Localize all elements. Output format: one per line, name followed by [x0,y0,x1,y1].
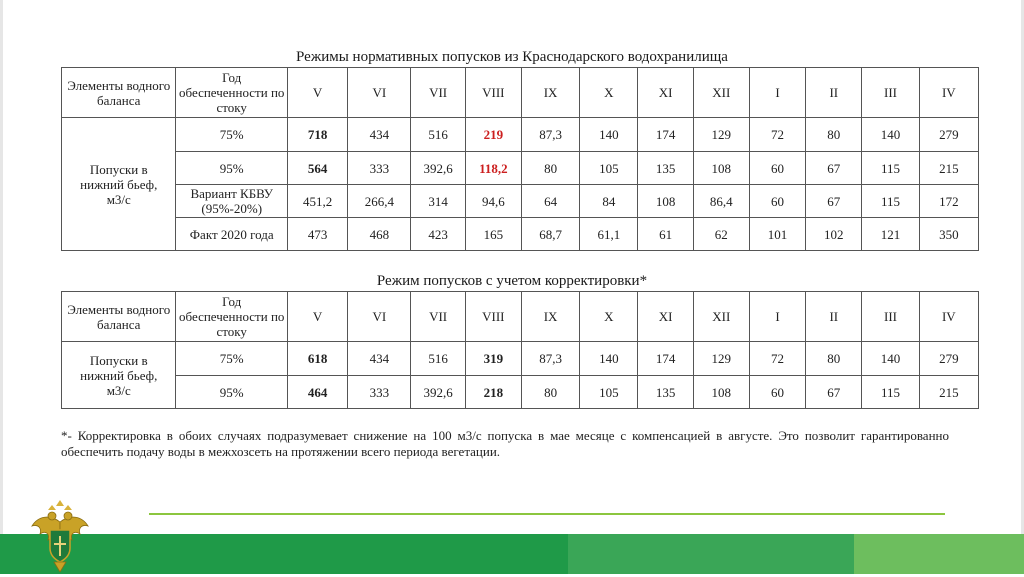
group-label: Попуски в нижний бьеф, м3/с [62,118,176,251]
cell: 60 [749,376,805,409]
header-year: Год обеспеченности по стоку [176,292,287,342]
cell: 72 [749,118,805,152]
header-month: III [862,292,919,342]
divider-line [149,513,945,515]
cell: 115 [862,185,919,218]
cell: 215 [919,376,978,409]
footer-bar-mid [568,534,854,574]
cell: 140 [580,342,638,376]
table1-title: Режимы нормативных попусков из Краснодарского водохранилища [296,49,728,65]
table-row [62,218,979,251]
header-month: I [749,68,805,118]
cell: 468 [348,218,411,251]
cell: 423 [411,218,465,251]
cell: 87,3 [521,118,579,152]
cell: 564 [287,152,347,185]
cell: 135 [638,152,693,185]
table-row [62,118,979,152]
table-adjusted-releases [61,291,979,409]
header-month: III [862,68,919,118]
cell: 60 [749,152,805,185]
cell: 67 [806,185,862,218]
cell: 464 [287,376,347,409]
cell: 60 [749,185,805,218]
cell: 101 [749,218,805,251]
row-label: 75% [176,342,287,376]
header-month: IV [919,292,978,342]
group-label: Попуски в нижний бьеф, м3/с [62,342,176,409]
table-row [62,185,979,218]
table-header-row [62,68,979,118]
row-label: 75% [176,118,287,152]
header-month: XII [693,68,749,118]
cell: 165 [465,218,521,251]
header-month: IV [919,68,978,118]
header-month: VI [348,68,411,118]
header-month: IX [521,68,579,118]
cell: 62 [693,218,749,251]
cell: 105 [580,152,638,185]
table-normative-releases [61,67,979,251]
row-label: 95% [176,376,287,409]
cell: 115 [862,152,919,185]
cell: 80 [806,118,862,152]
row-label: 95% [176,152,287,185]
header-month: X [580,68,638,118]
header-month: VIII [465,292,521,342]
cell: 84 [580,185,638,218]
cell: 314 [411,185,465,218]
table-row [62,152,979,185]
cell: 87,3 [521,342,579,376]
cell: 516 [411,118,465,152]
cell: 129 [693,118,749,152]
cell: 121 [862,218,919,251]
footer-bar-light [854,534,1024,574]
cell: 61 [638,218,693,251]
cell: 333 [348,152,411,185]
cell: 108 [693,376,749,409]
header-elements: Элементы водного баланса [62,68,176,118]
table-row [62,342,979,376]
footnote-text: *- Корректировка в обоих случаях подразумевает снижение на 100 м3/с попуска в мае месяце с компенсацией в августе. Это позволит гарантированно обеспечить подачу воды в межхозсеть на протяжении всего периода вегетации. [61,428,949,459]
cell: 279 [919,118,978,152]
cell-highlight: 118,2 [465,152,521,185]
cell: 108 [638,185,693,218]
cell: 718 [287,118,347,152]
cell: 67 [806,152,862,185]
header-month: XI [638,68,693,118]
header-month: II [806,292,862,342]
cell: 80 [521,152,579,185]
header-month: II [806,68,862,118]
header-month: I [749,292,805,342]
cell: 80 [806,342,862,376]
cell: 80 [521,376,579,409]
header-month: VII [411,68,465,118]
cell: 451,2 [287,185,347,218]
cell: 172 [919,185,978,218]
cell: 473 [287,218,347,251]
cell: 140 [580,118,638,152]
cell: 350 [919,218,978,251]
cell: 94,6 [465,185,521,218]
cell: 102 [806,218,862,251]
cell: 266,4 [348,185,411,218]
header-month: XI [638,292,693,342]
cell: 174 [638,342,693,376]
cell: 333 [348,376,411,409]
cell: 72 [749,342,805,376]
cell: 140 [862,342,919,376]
header-month: V [287,292,347,342]
cell: 135 [638,376,693,409]
cell: 434 [348,342,411,376]
header-month: VIII [465,68,521,118]
header-month: V [287,68,347,118]
header-month: X [580,292,638,342]
double-headed-eagle-emblem-icon [28,500,92,572]
cell: 319 [465,342,521,376]
cell: 618 [287,342,347,376]
header-month: IX [521,292,579,342]
header-month: VII [411,292,465,342]
cell: 129 [693,342,749,376]
cell: 218 [465,376,521,409]
cell: 279 [919,342,978,376]
cell-highlight: 219 [465,118,521,152]
cell: 115 [862,376,919,409]
cell: 140 [862,118,919,152]
cell: 215 [919,152,978,185]
cell: 105 [580,376,638,409]
cell: 392,6 [411,376,465,409]
cell: 392,6 [411,152,465,185]
cell: 86,4 [693,185,749,218]
header-month: XII [693,292,749,342]
row-label: Вариант КБВУ (95%-20%) [176,185,287,218]
cell: 434 [348,118,411,152]
table-row [62,376,979,409]
table-header-row [62,292,979,342]
header-elements: Элементы водного баланса [62,292,176,342]
header-month: VI [348,292,411,342]
row-label: Факт 2020 года [176,218,287,251]
table2-title: Режим попусков с учетом корректировки* [376,273,648,289]
cell: 108 [693,152,749,185]
header-year: Год обеспеченности по стоку [176,68,287,118]
cell: 174 [638,118,693,152]
cell: 64 [521,185,579,218]
cell: 68,7 [521,218,579,251]
cell: 67 [806,376,862,409]
cell: 61,1 [580,218,638,251]
cell: 516 [411,342,465,376]
